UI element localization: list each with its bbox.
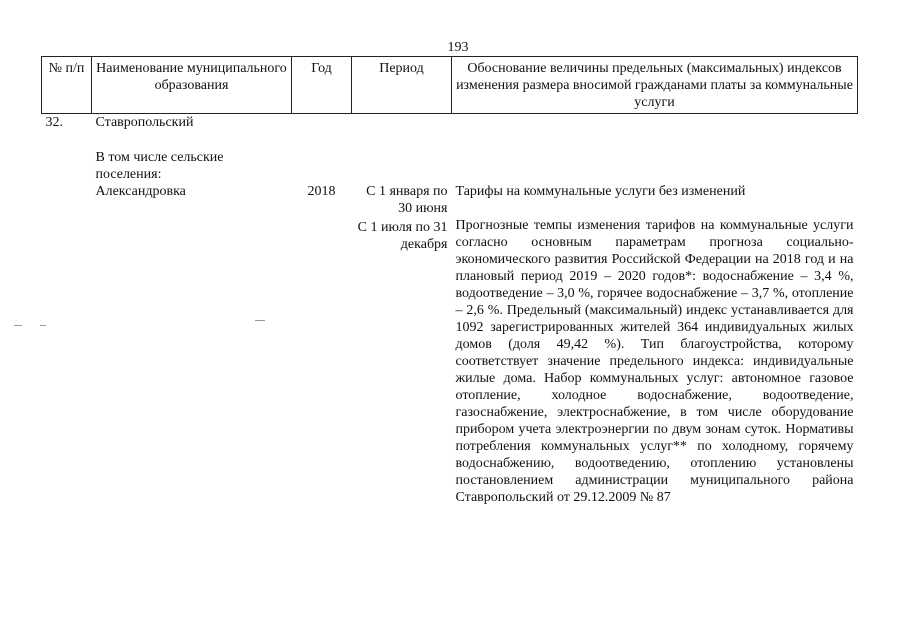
- rural-settlements-subheading: В том числе сельские поселения:: [95, 150, 224, 182]
- page-number: 193: [447, 40, 469, 55]
- header-number: № п/п: [42, 57, 92, 114]
- period-second-half: С 1 июля по 31 декабря: [357, 220, 448, 252]
- scan-speck: [14, 325, 22, 326]
- basis-first-half: Тарифы на коммунальные услуги без изменений: [455, 184, 746, 199]
- header-basis: Обоснование величины предельных (максимальных) индексов изменения размера вносимой гражданами платы за коммунальные услуги: [452, 57, 858, 114]
- header-year: Год: [292, 57, 352, 114]
- scan-speck: [255, 320, 265, 321]
- row-number: 32.: [45, 115, 63, 130]
- basis-cell: [452, 183, 858, 506]
- table-row: [42, 183, 858, 506]
- period-cell: [352, 183, 452, 506]
- header-municipality: Наименование муниципального образования: [92, 57, 292, 114]
- header-period: Период: [352, 57, 452, 114]
- year-cell: 2018: [307, 184, 336, 199]
- period-first-half: С 1 января по 30 июня: [366, 184, 448, 216]
- scan-speck: [40, 325, 46, 326]
- table-row: [42, 114, 858, 132]
- settlement-name: Александровка: [95, 184, 186, 199]
- table-row: [42, 131, 858, 183]
- municipality-name: Ставропольский: [95, 115, 194, 130]
- tariff-table: [41, 56, 858, 506]
- basis-second-half: Прогнозные темпы изменения тарифов на коммунальные услуги согласно основным параметрам прогноза социально-экономического развития Российской Федерации на 2018 год и на плановый период 2019 – 2020 годов*: водоснабжение – 3,4 %, водоотведение – 3,0 %, горячее водоснабжение – 3,7 %, отопление – 2,6 %. Предельный (максимальный) индекс устанавливается для 1092 зарегистрированных жителей 364 индивидуальных жилых домов (доля 49,42 %). Тип благоустройства, которому соответствует значение предельного индекса: индивидуальные жилые дома. Набор коммунальных услуг: автономное газовое отопление, холодное водоснабжение, водоотведение, газоснабжение, электроснабжение, в том числе оборудование прибором учета электроэнергии по двум зонам суток. Нормативы потребления коммунальных услуг** по холодному, горячему водоснабжению, водоотведению, отоплению установлены постановлением администрации муниципального района Ставропольский от 29.12.2009 № 87: [455, 218, 854, 505]
- table-header-row: [42, 57, 858, 114]
